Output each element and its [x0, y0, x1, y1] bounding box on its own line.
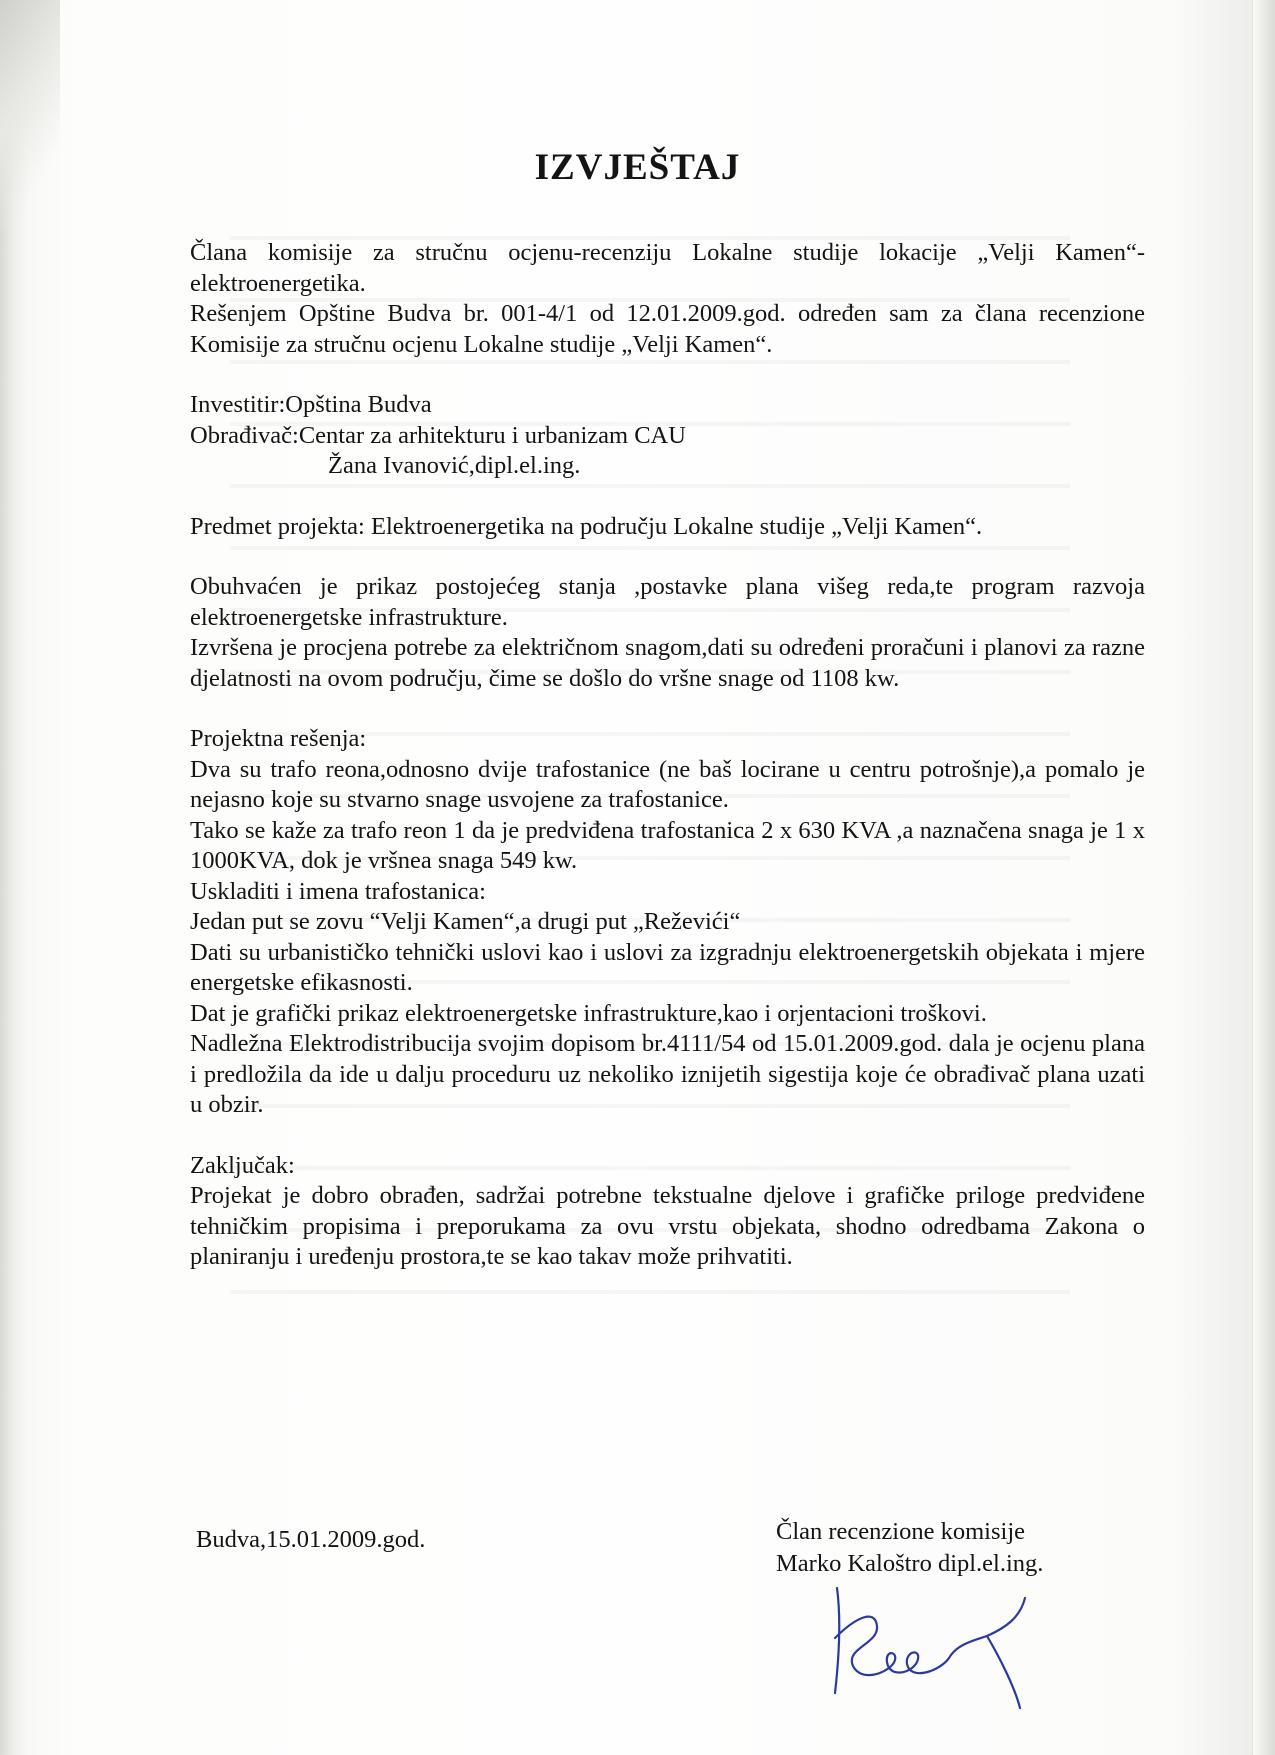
processor-author: Žana Ivanović,dipl.el.ing. [328, 452, 581, 479]
solutions-paragraph: Dat je grafički prikaz elektroenergetske infrastrukture,kao i orjentacioni troškovi. [190, 999, 987, 1027]
solutions-paragraph: Nadležna Elektrodistribucija svojim dopisom br.4111/54 od 15.01.2009.god. dala je ocjenu plana i predložila da ide u dalju proceduru uz nekoliko iznijetih sigestija koje će obrađivač plana uzati u obzir. [190, 1030, 1145, 1118]
document-body [190, 238, 1145, 1273]
spacer [190, 1121, 1145, 1151]
handwritten-signature-icon [815, 1578, 1115, 1728]
solutions-paragraph: Tako se kaže za trafo reon 1 da je predviđena trafostanica 2 x 630 KVA ,a naznačena snaga je 1 x 1000KVA, dok je vršnea snaga 549 kw. [190, 816, 1145, 874]
solutions-paragraph: Uskladiti i imena trafostanica: [190, 877, 486, 905]
page-left-shadow [0, 0, 28, 1755]
signatory-block [776, 1516, 1043, 1580]
page-stack-edge [1252, 0, 1275, 1755]
investor-line: Investitir:Opština Budva [190, 391, 432, 418]
spacer [190, 694, 1145, 724]
solutions-heading: Projektna rešenja: [190, 725, 367, 752]
spacer [190, 360, 1145, 390]
subject-line: Predmet projekta: Elektroenergetika na području Lokalne studije „Velji Kamen“. [190, 512, 983, 540]
place-date: Budva,15.01.2009.god. [196, 1526, 426, 1553]
processor-block [190, 421, 1145, 452]
conclusion-heading: Zaključak: [190, 1151, 295, 1179]
signatory-name: Marko Kaloštro dipl.el.ing. [776, 1550, 1044, 1577]
spacer [190, 542, 1145, 572]
resolution-paragraph: Rešenjem Opštine Budva br. 001-4/1 od 12.01.2009.god. određen sam za člana recenzione Komisije za stručnu ocjenu Lokalne studije „Velji Kamen“. [190, 300, 1145, 358]
solutions-paragraph: Jedan put se zovu “Velji Kamen“,a drugi put „Reževići“ [190, 908, 741, 935]
intro-paragraph: Člana komisije za stručnu ocjenu-recenziju Lokalne studije lokacije „Velji Kamen“-elektroenergetika. [190, 239, 1145, 297]
document-title: IZVJEŠTAJ [534, 147, 741, 188]
scope-paragraph-1: Obuhvaćen je prikaz postojećeg stanja ,postavke plana višeg reda,te program razvoja elektroenergetske infrastrukture. [190, 573, 1145, 631]
signatory-role: Član recenzione komisije [776, 1518, 1025, 1545]
solutions-paragraph: Dva su trafo reona,odnosno dvije trafostanice (ne baš locirane u centru potrošnje),a pomalo je nejasno koje su stvarno snage usvojene za trafostanice. [190, 755, 1145, 813]
conclusion-paragraph: Projekat je dobro obrađen, sadržai potrebne tekstualne djelove i grafičke priloge predviđene tehničkim propisima i preporukama za ovu vrstu objekata, shodno odredbama Zakona o planiranju i uređenju prostora,te se kao takav može prihvatiti. [190, 1182, 1145, 1270]
solutions-paragraph: Dati su urbanističko tehnički uslovi kao i uslovi za izgradnju elektroenergetskih objekata i mjere energetske efikasnosti. [190, 938, 1145, 996]
processor-label: Obrađivač: [190, 421, 299, 449]
scope-paragraph-2: Izvršena je procjena potrebe za električnom snagom,dati su određeni proračuni i planovi za razne djelatnosti na ovom području, čime se došlo do vršne snage od 1108 kw. [190, 634, 1145, 692]
page-folded-corner [0, 0, 60, 230]
spacer [190, 482, 1145, 512]
processor-name: Centar za arhitekturu i urbanizam CAU [298, 421, 686, 449]
